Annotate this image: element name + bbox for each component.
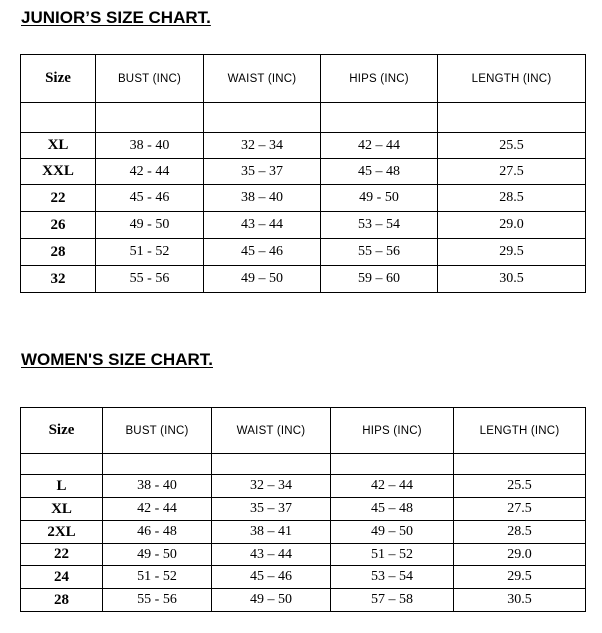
bust-cell: 55 - 56 bbox=[96, 266, 204, 293]
empty-cell bbox=[331, 454, 454, 475]
length-cell: 29.5 bbox=[454, 566, 586, 589]
size-cell: XL bbox=[21, 133, 96, 159]
header-waist: WAIST (INC) bbox=[204, 55, 321, 103]
waist-cell: 38 – 41 bbox=[212, 521, 331, 544]
table-row bbox=[21, 589, 586, 612]
bust-cell: 42 - 44 bbox=[96, 159, 204, 185]
empty-cell bbox=[21, 454, 103, 475]
bust-cell: 55 - 56 bbox=[103, 589, 212, 612]
hips-cell: 45 – 48 bbox=[321, 159, 438, 185]
empty-cell bbox=[103, 454, 212, 475]
hips-cell: 51 – 52 bbox=[331, 544, 454, 566]
waist-cell: 45 – 46 bbox=[204, 239, 321, 266]
hips-cell: 55 – 56 bbox=[321, 239, 438, 266]
size-cell: L bbox=[21, 475, 103, 498]
header-length: LENGTH (INC) bbox=[438, 55, 586, 103]
size-cell: 22 bbox=[21, 544, 103, 566]
length-cell: 27.5 bbox=[438, 159, 586, 185]
size-cell: 22 bbox=[21, 185, 96, 212]
table-header-row bbox=[21, 408, 586, 454]
table-row bbox=[21, 521, 586, 544]
size-cell: XXL bbox=[21, 159, 96, 185]
table-row bbox=[21, 475, 586, 498]
length-cell: 25.5 bbox=[454, 475, 586, 498]
hips-cell: 49 - 50 bbox=[321, 185, 438, 212]
length-cell: 29.0 bbox=[438, 212, 586, 239]
length-cell: 29.5 bbox=[438, 239, 586, 266]
bust-cell: 38 - 40 bbox=[103, 475, 212, 498]
size-cell: 2XL bbox=[21, 521, 103, 544]
empty-cell bbox=[212, 454, 331, 475]
bust-cell: 42 - 44 bbox=[103, 498, 212, 521]
header-size: Size bbox=[21, 55, 96, 103]
waist-cell: 35 – 37 bbox=[204, 159, 321, 185]
waist-cell: 38 – 40 bbox=[204, 185, 321, 212]
waist-cell: 32 – 34 bbox=[204, 133, 321, 159]
hips-cell: 49 – 50 bbox=[331, 521, 454, 544]
length-cell: 29.0 bbox=[454, 544, 586, 566]
table-row bbox=[21, 159, 586, 185]
bust-cell: 46 - 48 bbox=[103, 521, 212, 544]
table-row bbox=[21, 239, 586, 266]
size-cell: XL bbox=[21, 498, 103, 521]
waist-cell: 43 – 44 bbox=[204, 212, 321, 239]
length-cell: 30.5 bbox=[454, 589, 586, 612]
length-cell: 30.5 bbox=[438, 266, 586, 293]
waist-cell: 49 – 50 bbox=[204, 266, 321, 293]
length-cell: 27.5 bbox=[454, 498, 586, 521]
table-row bbox=[21, 544, 586, 566]
table-row bbox=[21, 185, 586, 212]
bust-cell: 49 - 50 bbox=[96, 212, 204, 239]
waist-cell: 32 – 34 bbox=[212, 475, 331, 498]
length-cell: 25.5 bbox=[438, 133, 586, 159]
bust-cell: 38 - 40 bbox=[96, 133, 204, 159]
waist-cell: 43 – 44 bbox=[212, 544, 331, 566]
table-row bbox=[21, 133, 586, 159]
size-cell: 28 bbox=[21, 589, 103, 612]
size-cell: 28 bbox=[21, 239, 96, 266]
length-cell: 28.5 bbox=[438, 185, 586, 212]
header-bust: BUST (INC) bbox=[96, 55, 204, 103]
empty-row bbox=[21, 454, 586, 475]
empty-cell bbox=[321, 103, 438, 133]
hips-cell: 57 – 58 bbox=[331, 589, 454, 612]
bust-cell: 45 - 46 bbox=[96, 185, 204, 212]
bust-cell: 51 - 52 bbox=[103, 566, 212, 589]
bust-cell: 49 - 50 bbox=[103, 544, 212, 566]
header-bust: BUST (INC) bbox=[103, 408, 212, 454]
hips-cell: 59 – 60 bbox=[321, 266, 438, 293]
empty-cell bbox=[21, 103, 96, 133]
empty-row bbox=[21, 103, 586, 133]
empty-cell bbox=[454, 454, 586, 475]
junior-size-chart-title: JUNIOR’S SIZE CHART. bbox=[21, 8, 211, 27]
empty-cell bbox=[204, 103, 321, 133]
table-row bbox=[21, 212, 586, 239]
table-row bbox=[21, 566, 586, 589]
waist-cell: 49 – 50 bbox=[212, 589, 331, 612]
size-cell: 26 bbox=[21, 212, 96, 239]
table-row bbox=[21, 266, 586, 293]
header-size: Size bbox=[21, 408, 103, 454]
header-length: LENGTH (INC) bbox=[454, 408, 586, 454]
hips-cell: 53 – 54 bbox=[321, 212, 438, 239]
table-header-row bbox=[21, 55, 586, 103]
header-hips: HIPS (INC) bbox=[331, 408, 454, 454]
table-row bbox=[21, 498, 586, 521]
women-size-table bbox=[20, 407, 586, 612]
bust-cell: 51 - 52 bbox=[96, 239, 204, 266]
empty-cell bbox=[96, 103, 204, 133]
hips-cell: 53 – 54 bbox=[331, 566, 454, 589]
junior-size-table bbox=[20, 54, 586, 293]
hips-cell: 45 – 48 bbox=[331, 498, 454, 521]
women-size-chart-title: WOMEN'S SIZE CHART. bbox=[21, 350, 213, 369]
header-waist: WAIST (INC) bbox=[212, 408, 331, 454]
size-cell: 32 bbox=[21, 266, 96, 293]
hips-cell: 42 – 44 bbox=[331, 475, 454, 498]
empty-cell bbox=[438, 103, 586, 133]
waist-cell: 45 – 46 bbox=[212, 566, 331, 589]
length-cell: 28.5 bbox=[454, 521, 586, 544]
waist-cell: 35 – 37 bbox=[212, 498, 331, 521]
size-cell: 24 bbox=[21, 566, 103, 589]
hips-cell: 42 – 44 bbox=[321, 133, 438, 159]
header-hips: HIPS (INC) bbox=[321, 55, 438, 103]
